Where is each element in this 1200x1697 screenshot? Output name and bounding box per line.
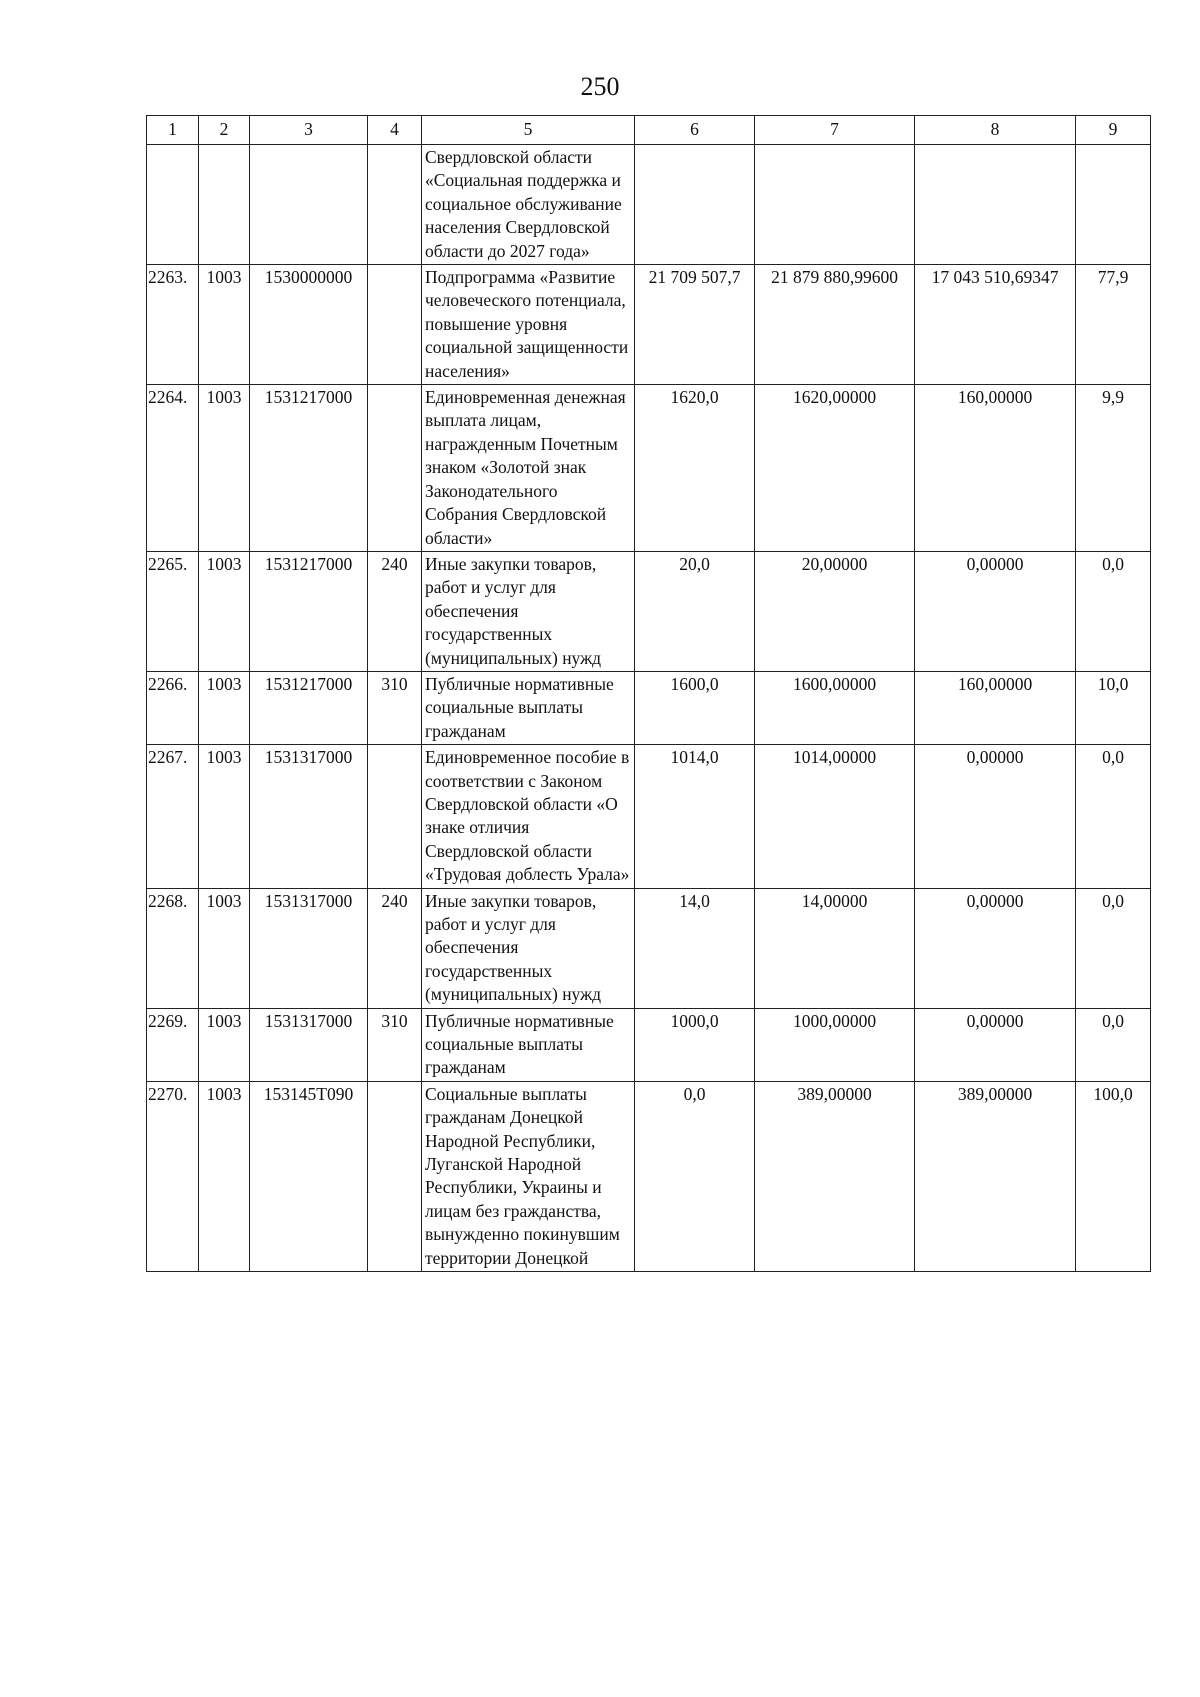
row-number-cell: 2270. xyxy=(147,1081,199,1271)
table-row xyxy=(147,888,1151,1008)
item-name-cell: Единовременное пособие в соответствии с Законом Свердловской области «О знаке отличия Свердловской области «Трудовая доблесть Урала» xyxy=(422,745,635,888)
table-row xyxy=(147,265,1151,385)
column-header-1: 1 xyxy=(147,116,199,145)
execution-percent-cell: 0,0 xyxy=(1076,1008,1151,1081)
row-number-cell: 2266. xyxy=(147,671,199,744)
table-row xyxy=(147,1008,1151,1081)
item-name-cell: Публичные нормативные социальные выплаты гражданам xyxy=(422,671,635,744)
execution-percent-cell: 0,0 xyxy=(1076,551,1151,671)
row-number-cell: 2269. xyxy=(147,1008,199,1081)
table-row xyxy=(147,551,1151,671)
column-header-6: 6 xyxy=(635,116,755,145)
refined-amount-cell: 1000,00000 xyxy=(755,1008,915,1081)
approved-amount-cell: 14,0 xyxy=(635,888,755,1008)
row-number-cell: 2267. xyxy=(147,745,199,888)
executed-amount-cell: 160,00000 xyxy=(915,671,1076,744)
approved-amount-cell: 0,0 xyxy=(635,1081,755,1271)
item-name-cell: Иные закупки товаров, работ и услуг для обеспечения государственных (муниципальных) нужд xyxy=(422,551,635,671)
table-row xyxy=(147,385,1151,552)
expense-type-cell xyxy=(368,1081,422,1271)
approved-amount-cell xyxy=(635,145,755,265)
expense-type-cell: 240 xyxy=(368,551,422,671)
table-row xyxy=(147,745,1151,888)
column-header-3: 3 xyxy=(250,116,368,145)
column-header-4: 4 xyxy=(368,116,422,145)
refined-amount-cell: 389,00000 xyxy=(755,1081,915,1271)
approved-amount-cell: 1000,0 xyxy=(635,1008,755,1081)
execution-percent-cell: 0,0 xyxy=(1076,745,1151,888)
expense-type-cell xyxy=(368,385,422,552)
executed-amount-cell: 0,00000 xyxy=(915,745,1076,888)
table-body xyxy=(147,116,1151,1272)
section-code-cell: 1003 xyxy=(199,1008,250,1081)
section-code-cell: 1003 xyxy=(199,888,250,1008)
refined-amount-cell xyxy=(755,145,915,265)
execution-percent-cell: 9,9 xyxy=(1076,385,1151,552)
row-number-cell: 2264. xyxy=(147,385,199,552)
executed-amount-cell xyxy=(915,145,1076,265)
section-code-cell: 1003 xyxy=(199,385,250,552)
execution-percent-cell: 0,0 xyxy=(1076,888,1151,1008)
expense-type-cell: 240 xyxy=(368,888,422,1008)
approved-amount-cell: 21 709 507,7 xyxy=(635,265,755,385)
column-header-9: 9 xyxy=(1076,116,1151,145)
target-article-cell: 1531217000 xyxy=(250,385,368,552)
refined-amount-cell: 1014,00000 xyxy=(755,745,915,888)
item-name-cell: Свердловской области «Социальная поддержка и социальное обслуживание населения Свердловской области до 2027 года» xyxy=(422,145,635,265)
row-number-cell xyxy=(147,145,199,265)
item-name-cell: Подпрограмма «Развитие человеческого потенциала, повышение уровня социальной защищенности населения» xyxy=(422,265,635,385)
approved-amount-cell: 20,0 xyxy=(635,551,755,671)
executed-amount-cell: 160,00000 xyxy=(915,385,1076,552)
item-name-cell: Иные закупки товаров, работ и услуг для обеспечения государственных (муниципальных) нужд xyxy=(422,888,635,1008)
expense-type-cell xyxy=(368,265,422,385)
expense-type-cell: 310 xyxy=(368,671,422,744)
section-code-cell: 1003 xyxy=(199,745,250,888)
column-header-7: 7 xyxy=(755,116,915,145)
refined-amount-cell: 20,00000 xyxy=(755,551,915,671)
item-name-cell: Социальные выплаты гражданам Донецкой Народной Республики, Луганской Народной Республики, Украины и лицам без гражданства, вынужденно покинувшим территории Донецкой xyxy=(422,1081,635,1271)
table-row xyxy=(147,145,1151,265)
target-article-cell: 1531317000 xyxy=(250,1008,368,1081)
table-row xyxy=(147,1081,1151,1271)
row-number-cell: 2265. xyxy=(147,551,199,671)
approved-amount-cell: 1620,0 xyxy=(635,385,755,552)
row-number-cell: 2263. xyxy=(147,265,199,385)
page-number: 250 xyxy=(580,72,620,101)
execution-percent-cell: 10,0 xyxy=(1076,671,1151,744)
row-number-cell: 2268. xyxy=(147,888,199,1008)
section-code-cell xyxy=(199,145,250,265)
column-header-2: 2 xyxy=(199,116,250,145)
expense-type-cell: 310 xyxy=(368,1008,422,1081)
target-article-cell: 1530000000 xyxy=(250,265,368,385)
section-code-cell: 1003 xyxy=(199,551,250,671)
refined-amount-cell: 14,00000 xyxy=(755,888,915,1008)
expense-type-cell xyxy=(368,745,422,888)
executed-amount-cell: 0,00000 xyxy=(915,888,1076,1008)
approved-amount-cell: 1600,0 xyxy=(635,671,755,744)
executed-amount-cell: 17 043 510,69347 xyxy=(915,265,1076,385)
item-name-cell: Единовременная денежная выплата лицам, награжденным Почетным знаком «Золотой знак Законодательного Собрания Свердловской области» xyxy=(422,385,635,552)
column-header-5: 5 xyxy=(422,116,635,145)
approved-amount-cell: 1014,0 xyxy=(635,745,755,888)
target-article-cell: 1531217000 xyxy=(250,671,368,744)
refined-amount-cell: 1620,00000 xyxy=(755,385,915,552)
execution-percent-cell: 77,9 xyxy=(1076,265,1151,385)
section-code-cell: 1003 xyxy=(199,265,250,385)
item-name-cell: Публичные нормативные социальные выплаты гражданам xyxy=(422,1008,635,1081)
target-article-cell: 1531317000 xyxy=(250,888,368,1008)
refined-amount-cell: 1600,00000 xyxy=(755,671,915,744)
execution-percent-cell xyxy=(1076,145,1151,265)
executed-amount-cell: 0,00000 xyxy=(915,551,1076,671)
section-code-cell: 1003 xyxy=(199,671,250,744)
section-code-cell: 1003 xyxy=(199,1081,250,1271)
table-row xyxy=(147,671,1151,744)
refined-amount-cell: 21 879 880,99600 xyxy=(755,265,915,385)
executed-amount-cell: 0,00000 xyxy=(915,1008,1076,1081)
executed-amount-cell: 389,00000 xyxy=(915,1081,1076,1271)
expense-type-cell xyxy=(368,145,422,265)
target-article-cell: 1531317000 xyxy=(250,745,368,888)
target-article-cell xyxy=(250,145,368,265)
budget-table xyxy=(146,115,1151,1272)
target-article-cell: 153145T090 xyxy=(250,1081,368,1271)
column-header-8: 8 xyxy=(915,116,1076,145)
execution-percent-cell: 100,0 xyxy=(1076,1081,1151,1271)
target-article-cell: 1531217000 xyxy=(250,551,368,671)
table-header-row xyxy=(147,116,1151,145)
